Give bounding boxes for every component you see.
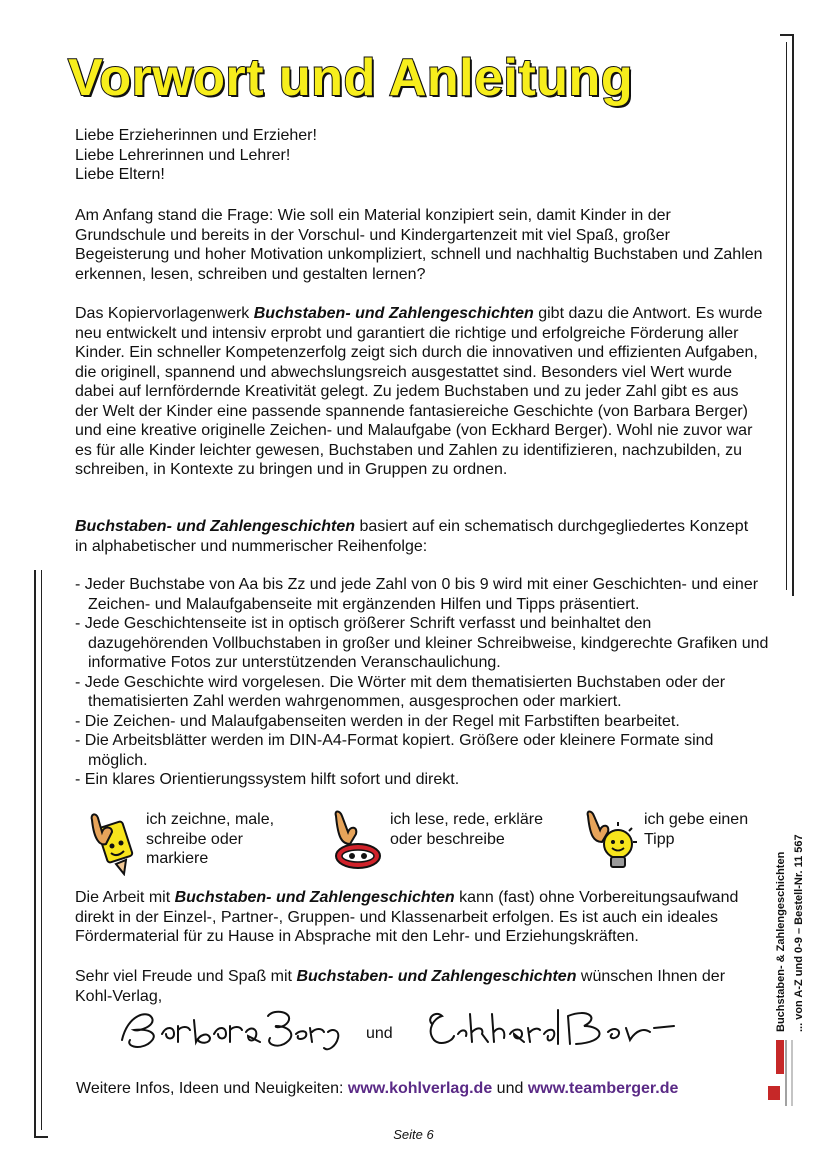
link-teamberger[interactable]: www.teamberger.de — [527, 1080, 679, 1097]
signature-conjunction: und — [366, 1025, 393, 1042]
intro-paragraph: Am Anfang stand die Frage: Wie soll ein Material konzipiert sein, damit Kinder in der Grundschule und bereits in der Vorschul- und Kindergartenzeit mit viel Spaß, großer Begeisterung und hoher Motivation unkompliziert, schnell und nachhaltig Buchstaben und Zahlen erkennen, lesen, schreiben und gestalten lernen? — [75, 207, 763, 283]
page-frame-bottom-left — [34, 570, 48, 1138]
page-title: Vorwort und Anleitung — [68, 49, 634, 107]
text-span: Sehr viel Freude und Spaß mit — [75, 968, 297, 985]
legend-draw — [84, 810, 314, 876]
greeting — [75, 126, 765, 185]
publisher-logo-icon — [764, 1038, 812, 1110]
hand-mouth-icon — [328, 810, 388, 876]
side-line — [792, 832, 806, 1032]
list-item: - Die Arbeitsblätter werden im DIN-A4-Format kopiert. Größere oder kleinere Formate sind möglich. — [75, 731, 775, 770]
page-frame-top-right — [780, 34, 794, 596]
side-text: ... von A-Z und 0-9 – Bestell-Nr. 11 567 — [793, 834, 805, 1032]
more-info — [76, 1080, 678, 1098]
legend-label: ich zeichne, male, schreibe oder markiere — [146, 811, 275, 867]
usage-paragraph — [75, 888, 765, 947]
info-text: und — [492, 1080, 528, 1097]
side-line — [774, 832, 788, 1032]
link-kohlverlag[interactable]: www.kohlverlag.de — [347, 1080, 493, 1097]
legend-label: ich gebe einen Tipp — [644, 811, 749, 848]
book-title: Buchstaben- und Zahlengeschichten — [75, 518, 356, 535]
text-span: Die Arbeit mit — [75, 889, 175, 906]
concept-paragraph — [75, 517, 765, 556]
book-title: Buchstaben- und Zahlengeschichten — [174, 889, 455, 906]
description-paragraph — [75, 304, 765, 480]
greeting-line: Liebe Lehrerinnen und Lehrer! — [75, 146, 291, 164]
signature-eckhard-berger — [418, 1004, 678, 1054]
book-title: Buchstaben- und Zahlengeschichten — [253, 305, 534, 322]
book-title: Buchstaben- und Zahlengeschichten — [296, 968, 577, 985]
text-span: wünschen Ihnen der Kohl-Verlag, — [75, 968, 726, 1005]
list-item: - Die Zeichen- und Malaufgabenseiten werden in der Regel mit Farbstiften bearbeitet. — [75, 712, 775, 732]
signature-barbara-berger — [118, 1004, 348, 1054]
legend-label: ich lese, rede, erkläre oder beschreibe — [390, 811, 543, 848]
side-text: Buchstaben- & Zahlengeschichten — [775, 851, 787, 1032]
info-text: Weitere Infos, Ideen und Neuigkeiten: — [76, 1080, 348, 1097]
list-item: - Jeder Buchstabe von Aa bis Zz und jede Zahl von 0 bis 9 wird mit einer Geschichten- und einer Zeichen- und Malaufgabenseite mit ergänzenden Hilfen und Tipps präsentiert. — [75, 575, 775, 614]
text-span: gibt dazu die Antwort. Es wurde neu entwickelt und intensiv erprobt und garantiert die richtige und erfolgreiche Förderung aller Kinder. Ein schneller Kompetenzerfolg zeigt sich durch die innovativen und effizienten Aufgaben, die originell, spannend und abwechslungsreich ausgestattet sind. Besonders viel Wert wurde dabei auf lernfördernde Kreativität gelegt. Zu jedem Buchstaben und zu jeder Zahl gibt es aus der Welt der Kinder eine passende spannende fantasiereiche Geschichte (von Barbara Berger) und eine kreative originelle Zeichen- und Malaufgabe (von Eckhard Berger). Wohl nie zuvor war es für alle Kinder leichter gewesen, Buchstaben und Zahlen zu identifizieren, nachzubilden, zu schreiben, in Kontexte zu bringen und in Gruppen zu ordnen. — [75, 305, 763, 478]
hand-lightbulb-icon — [582, 810, 642, 876]
closing-paragraph — [75, 967, 765, 1006]
greeting-line: Liebe Eltern! — [75, 166, 165, 183]
hand-pencil-icon — [84, 810, 144, 876]
list-item: - Ein klares Orientierungssystem hilft sofort und direkt. — [75, 770, 775, 790]
greeting-line: Liebe Erzieherinnen und Erzieher! — [75, 127, 317, 144]
text-span: Das Kopiervorlagenwerk — [75, 305, 254, 322]
legend-tip — [582, 810, 782, 876]
page-number: Seite 6 — [393, 1127, 434, 1142]
list-item: - Jede Geschichtenseite ist in optisch größerer Schrift verfasst und beinhaltet den dazugehörenden Vollbuchstaben in großer und kleiner Schreibweise, kindgerechte Grafiken und informative Fotos zur unterstützenden Veranschaulichung. — [75, 614, 775, 673]
side-order-info — [762, 832, 812, 1032]
text-span: kann (fast) ohne Vorbereitungsaufwand direkt in der Einzel-, Partner-, Gruppen- und Klassenarbeit erfolgen. Es ist auch ein ideales Fördermaterial für zu Hause in Absprache mit den Lehr- und Erziehungskräften. — [75, 889, 739, 945]
list-item: - Jede Geschichte wird vorgelesen. Die Wörter mit dem thematisierten Buchstaben oder der thematisierten Zahl werden wahrgenommen, ausgesprochen oder markiert. — [75, 673, 775, 712]
legend-read — [328, 810, 568, 876]
feature-list — [75, 575, 775, 790]
text-span: basiert auf ein schematisch durchgegliedertes Konzept in alphabetischer und nummerischer Reihenfolge: — [75, 518, 749, 555]
